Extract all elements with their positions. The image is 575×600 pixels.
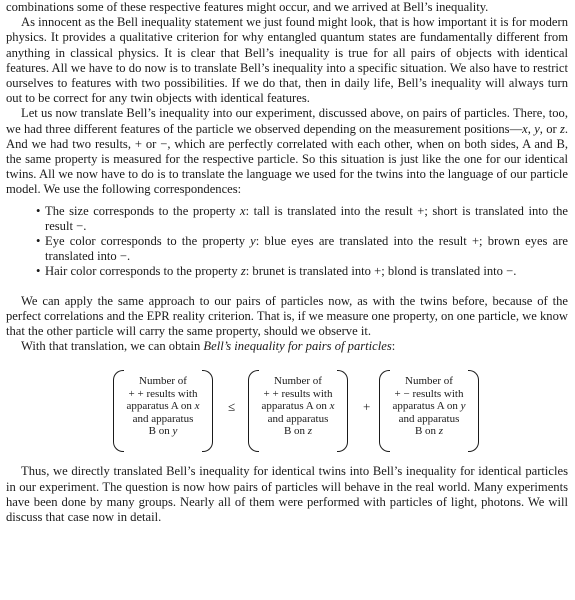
bullet-icon: •	[36, 234, 41, 249]
term-line: + + results with	[263, 387, 333, 400]
var-y: y	[460, 400, 466, 413]
text-run: apparatus A on	[261, 400, 330, 413]
list-item-hair-color	[36, 264, 568, 279]
emphasis-bell-inequality: Bell’s inequality for pairs of particles	[203, 339, 392, 354]
paragraph-same-approach: We can apply the same approach to our pairs of particles now, as with the twins before, because of the perfect correlations and the EPR reality criterion. That is, if we measure one property, on one particle, we know that the other particle will carry the same property, should we observe it.	[6, 293, 568, 339]
term-line	[123, 400, 203, 412]
paragraph-translation	[6, 106, 568, 197]
text-run: B on	[148, 425, 173, 438]
text-run: : blue eyes are translated into the result +; brown eyes are translated into −.	[45, 234, 568, 264]
var-x: x	[194, 400, 200, 413]
right-paren	[202, 370, 213, 452]
term-line	[258, 400, 338, 412]
text-run: :	[391, 339, 396, 354]
plus-operator: +	[363, 399, 371, 415]
document-page	[6, 0, 568, 525]
text-run: , or	[539, 121, 560, 136]
term-line: Number of	[274, 375, 322, 388]
text-run: . And we had two results, + or −, which are perfectly correlated with each other, when on both sides, A and B, the same property is measured for the respective particle. So this situation is just like the one for our identical twins. All we now have to do is to translate the language we used for the twins into the language of our particle model. We use the following correspondences:	[6, 121, 569, 197]
term-line: Number of	[405, 375, 453, 388]
text-run: With that translation, we can obtain	[21, 339, 204, 354]
term-line: and apparatus	[132, 412, 194, 425]
text-run: The size corresponds to the property	[45, 203, 241, 218]
var-z: z	[240, 264, 246, 279]
term-line: and apparatus	[267, 412, 329, 425]
term-line	[123, 425, 203, 437]
text-run: Let us now translate Bell’s inequality into our experiment, discussed above, on pairs of particles. There, too, we had three different features of the particle we observed depending on the measurement positions—	[6, 106, 568, 136]
var-y: y	[534, 121, 540, 136]
term-line: + + results with	[128, 387, 198, 400]
paragraph-importance: As innocent as the Bell inequality statement we just found might look, that is how important it is for modern physics. It provides a qualitative criterion for why entangled quantum states are fundamentally different from anything in classical physics. It is clear that Bell’s inequality is true for all pairs of objects with identical features. All we have to do now is to translate Bell’s inequality into a specific situation. We also have to restrict ourselves to features with two possibilities. If we do that, then in daily life, Bell’s inequality will always turn out to be correct for any twin objects with identical features.	[6, 15, 568, 106]
term-line: Number of	[139, 375, 187, 388]
var-z: z	[307, 425, 313, 438]
formula-term-yz	[379, 370, 479, 450]
paragraph-obtain-inequality	[6, 339, 568, 354]
bullet-icon: •	[36, 264, 41, 279]
var-x: x	[522, 121, 528, 136]
var-y: y	[250, 234, 256, 249]
text-run: Eye color corresponds to the property	[45, 234, 251, 249]
list-item-size	[36, 204, 568, 234]
formula-term-xz	[248, 370, 348, 450]
term-line	[258, 425, 338, 437]
text-run: B on	[283, 425, 308, 438]
list-item-eye-color	[36, 234, 568, 264]
var-x: x	[329, 400, 335, 413]
term-line: and apparatus	[398, 412, 460, 425]
term-line	[389, 425, 469, 437]
correspondence-list	[6, 204, 568, 280]
text-run: : brunet is translated into +; blond is translated into −.	[245, 264, 517, 279]
paragraph-conclusion: Thus, we directly translated Bell’s inequality for identical twins into Bell’s inequality for identical particles in our experiment. The question is now how pairs of particles will behave in the real world. Many experiments have been done by many groups. Nearly all of them were performed with particles of light, photons. We will discuss that case now in detail.	[6, 464, 568, 525]
text-run: apparatus A on	[392, 400, 461, 413]
less-equal-operator: ≤	[228, 399, 236, 415]
text-run: Hair color corresponds to the property	[45, 264, 241, 279]
right-paren	[337, 370, 348, 452]
term-line	[389, 400, 469, 412]
term-line: + − results with	[394, 387, 464, 400]
text-run: apparatus A on	[126, 400, 195, 413]
var-y: y	[172, 425, 178, 438]
text-run: : tall is translated into the result +; short is translated into the result −.	[45, 203, 568, 233]
text-run: ,	[527, 121, 535, 136]
bullet-icon: •	[36, 203, 41, 218]
text-run: B on	[414, 425, 439, 438]
bell-inequality-formula	[6, 362, 568, 462]
formula-term-xy	[113, 370, 213, 450]
right-paren	[468, 370, 479, 452]
paragraph-intro-fragment: combinations some of these respective features might occur, and we arrived at Bell’s inequality.	[6, 0, 489, 14]
var-z: z	[559, 121, 565, 136]
var-x: x	[240, 203, 246, 218]
var-z: z	[438, 425, 444, 438]
